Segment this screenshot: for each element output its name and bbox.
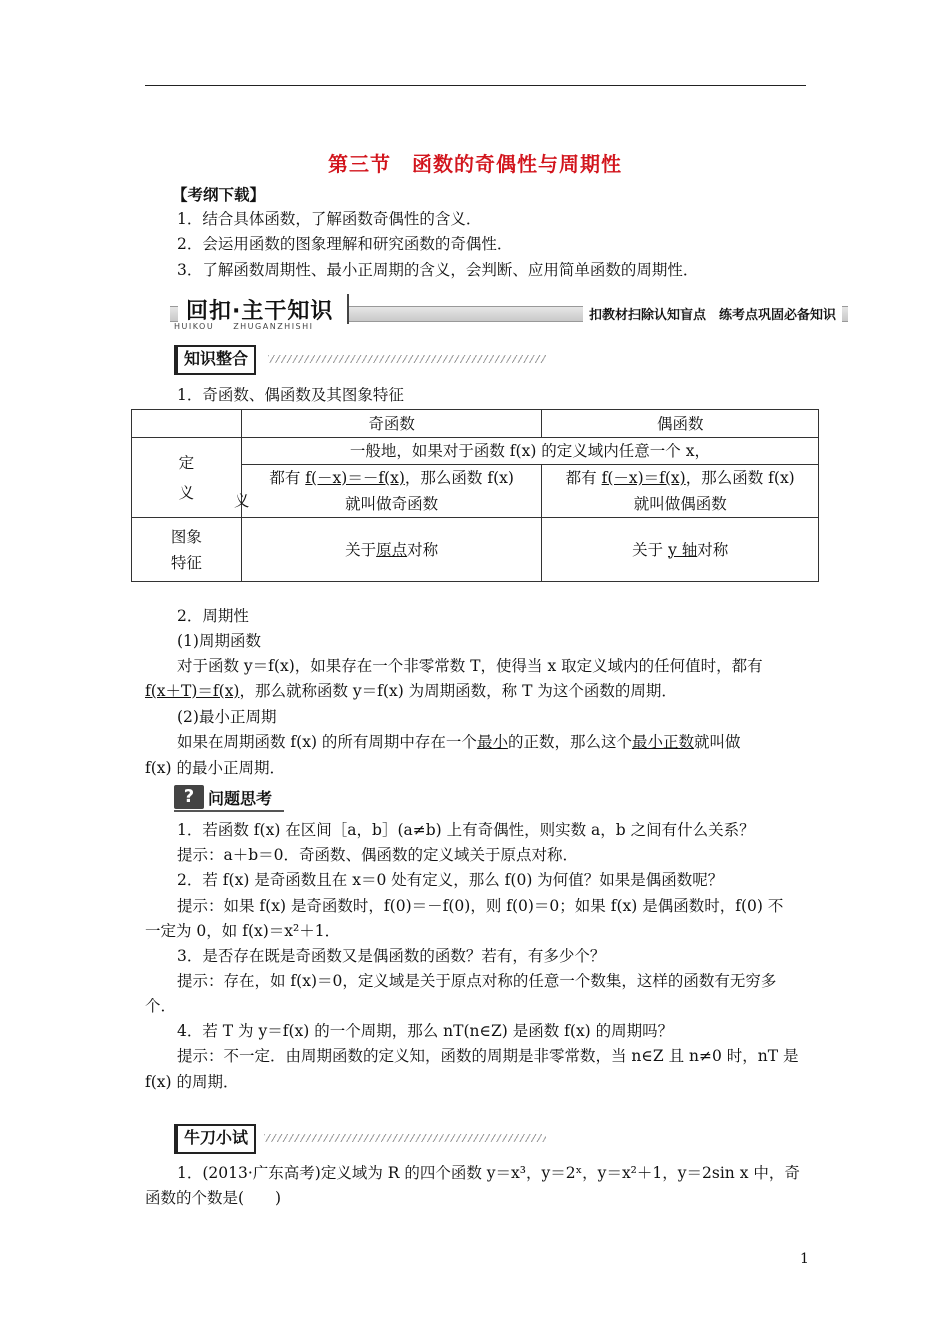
- page-number: 1: [800, 1251, 809, 1267]
- even-graph-key: y 轴: [668, 540, 698, 559]
- graph-label-2: 特征: [170, 553, 202, 572]
- question-line: 4．若 T 为 y＝f(x) 的一个周期，那么 nT(n∈Z) 是函数 f(x) 的周期吗？: [177, 1022, 674, 1040]
- subheading: (1)周期函数: [177, 632, 261, 650]
- banner-title: 回扣·主干知识: [186, 299, 334, 324]
- banner-subtitle: 扣教材扫除认知盲点 练考点巩固必备知识: [583, 304, 842, 323]
- section-banner: [170, 296, 848, 330]
- table-corner: [132, 410, 242, 438]
- tag-underline: [174, 810, 284, 812]
- hint-line: f(x) 的周期．: [145, 1073, 239, 1091]
- top-rule: [145, 85, 806, 86]
- even-def-mid: ，那么函数 f(x): [685, 469, 795, 487]
- even-condition: f(－x)＝f(x): [601, 469, 686, 487]
- outline-item: 2．会运用函数的图象理解和研究函数的奇偶性．: [177, 235, 513, 253]
- questions-tag-label: 问题思考: [208, 789, 273, 808]
- knowledge-tag: [174, 345, 546, 371]
- question-mark-icon: ?: [174, 785, 204, 809]
- paragraph-rest: ，那么就称函数 y＝f(x) 为周期函数，称 T 为这个函数的周期．: [239, 682, 677, 700]
- stray-char: 义: [234, 492, 250, 510]
- periodic-condition: f(x＋T)＝f(x): [145, 682, 240, 700]
- odd-def-mid: ，那么函数 f(x): [404, 469, 514, 487]
- odd-graph-key: 原点: [376, 540, 408, 559]
- paragraph-line: [145, 680, 677, 702]
- exercise-line: 1．(2013·广东高考)定义域为 R 的四个函数 y＝x³，y＝2ˣ，y＝x²＋1，y＝2sin x 中，奇: [177, 1164, 800, 1182]
- practice-tag: [174, 1124, 546, 1150]
- banner-title-box: [178, 294, 349, 324]
- section-heading: 2．周期性: [177, 607, 249, 625]
- section-heading: 1．奇函数、偶函数及其图象特征: [177, 386, 404, 404]
- paragraph-line: f(x) 的最小正周期．: [145, 759, 286, 777]
- odd-graph-pre: 关于: [345, 540, 377, 559]
- hint-line: 一定为 0，如 f(x)＝x²＋1．: [145, 922, 341, 940]
- paragraph-part: 的正数，那么这个: [507, 733, 632, 751]
- table-row-label-graph: [132, 518, 242, 582]
- table-row-label-definition: [132, 438, 250, 518]
- table-header-even: 偶函数: [542, 410, 819, 438]
- parity-table: [131, 409, 819, 582]
- odd-definition: [241, 465, 542, 518]
- even-definition: [542, 465, 819, 518]
- question-line: 1．若函数 f(x) 在区间［a，b］(a≠b) 上有奇偶性，则实数 a，b 之间有什么关系？: [177, 821, 755, 839]
- even-graph: [542, 518, 819, 582]
- hint-line: 提示：如果 f(x) 是奇函数时，f(0)＝－f(0)，则 f(0)＝0；如果 f(x) 是偶函数时，f(0) 不: [177, 897, 784, 915]
- paragraph-part: 就叫做: [693, 733, 741, 751]
- outline-item: 1．结合具体函数，了解函数奇偶性的含义．: [177, 210, 482, 228]
- definition-label: 定义: [178, 453, 195, 502]
- question-line: 2．若 f(x) 是奇函数且在 x＝0 处有定义，那么 f(0) 为何值？如果是偶函数呢？: [177, 871, 724, 889]
- odd-graph: [241, 518, 542, 582]
- tag-hatch: [268, 355, 546, 363]
- key-term: 最小正数: [631, 733, 694, 751]
- paragraph-line: 对于函数 y＝f(x)，如果存在一个非零常数 T，使得当 x 取定义域内的任何值时，都有: [177, 657, 763, 675]
- page-title: 第三节 函数的奇偶性与周期性: [328, 152, 622, 176]
- even-def-end: 就叫做偶函数: [633, 495, 727, 513]
- question-line: 3．是否存在既是奇函数又是偶函数的函数？若有，有多少个？: [177, 947, 606, 965]
- graph-label-1: 图象: [170, 527, 202, 546]
- hint-line: 个．: [145, 997, 177, 1015]
- definition-common: 一般地，如果对于函数 f(x) 的定义域内任意一个 x，: [241, 438, 818, 465]
- practice-tag-label: 牛刀小试: [174, 1124, 256, 1154]
- hint-line: 提示：不一定．由周期函数的定义知，函数的周期是非零常数，当 n∈Z 且 n≠0 时，nT 是: [177, 1047, 799, 1065]
- hint-line: 提示：a＋b＝0．奇函数、偶函数的定义域关于原点对称．: [177, 846, 579, 864]
- paragraph-part: 如果在周期函数 f(x) 的所有周期中存在一个: [177, 733, 477, 751]
- outline-item: 3．了解函数周期性、最小正周期的含义，会判断、应用简单函数的周期性．: [177, 261, 699, 279]
- knowledge-tag-label: 知识整合: [174, 345, 256, 375]
- odd-graph-post: 对称: [407, 540, 439, 559]
- odd-def-prefix: 都有: [269, 469, 306, 487]
- even-graph-pre: 关于: [632, 540, 669, 559]
- outline-heading: 【考纲下载】: [172, 186, 266, 204]
- table-header-odd: 奇函数: [241, 410, 542, 438]
- odd-def-end: 就叫做奇函数: [345, 495, 439, 513]
- exercise-line: 函数的个数是( ): [145, 1189, 282, 1207]
- even-graph-post: 对称: [697, 540, 729, 559]
- subheading: (2)最小正周期: [177, 708, 277, 726]
- key-term: 最小: [476, 733, 508, 751]
- tag-hatch: [264, 1134, 546, 1142]
- paragraph-line: [177, 731, 741, 753]
- even-def-prefix: 都有: [565, 469, 602, 487]
- hint-line: 提示：存在，如 f(x)＝0，定义域是关于原点对称的任意一个数集，这样的函数有无穷多: [177, 972, 777, 990]
- odd-condition: f(－x)＝－f(x): [305, 469, 405, 487]
- banner-pinyin: HUIKOU ZHUGANZHISHI: [174, 322, 314, 331]
